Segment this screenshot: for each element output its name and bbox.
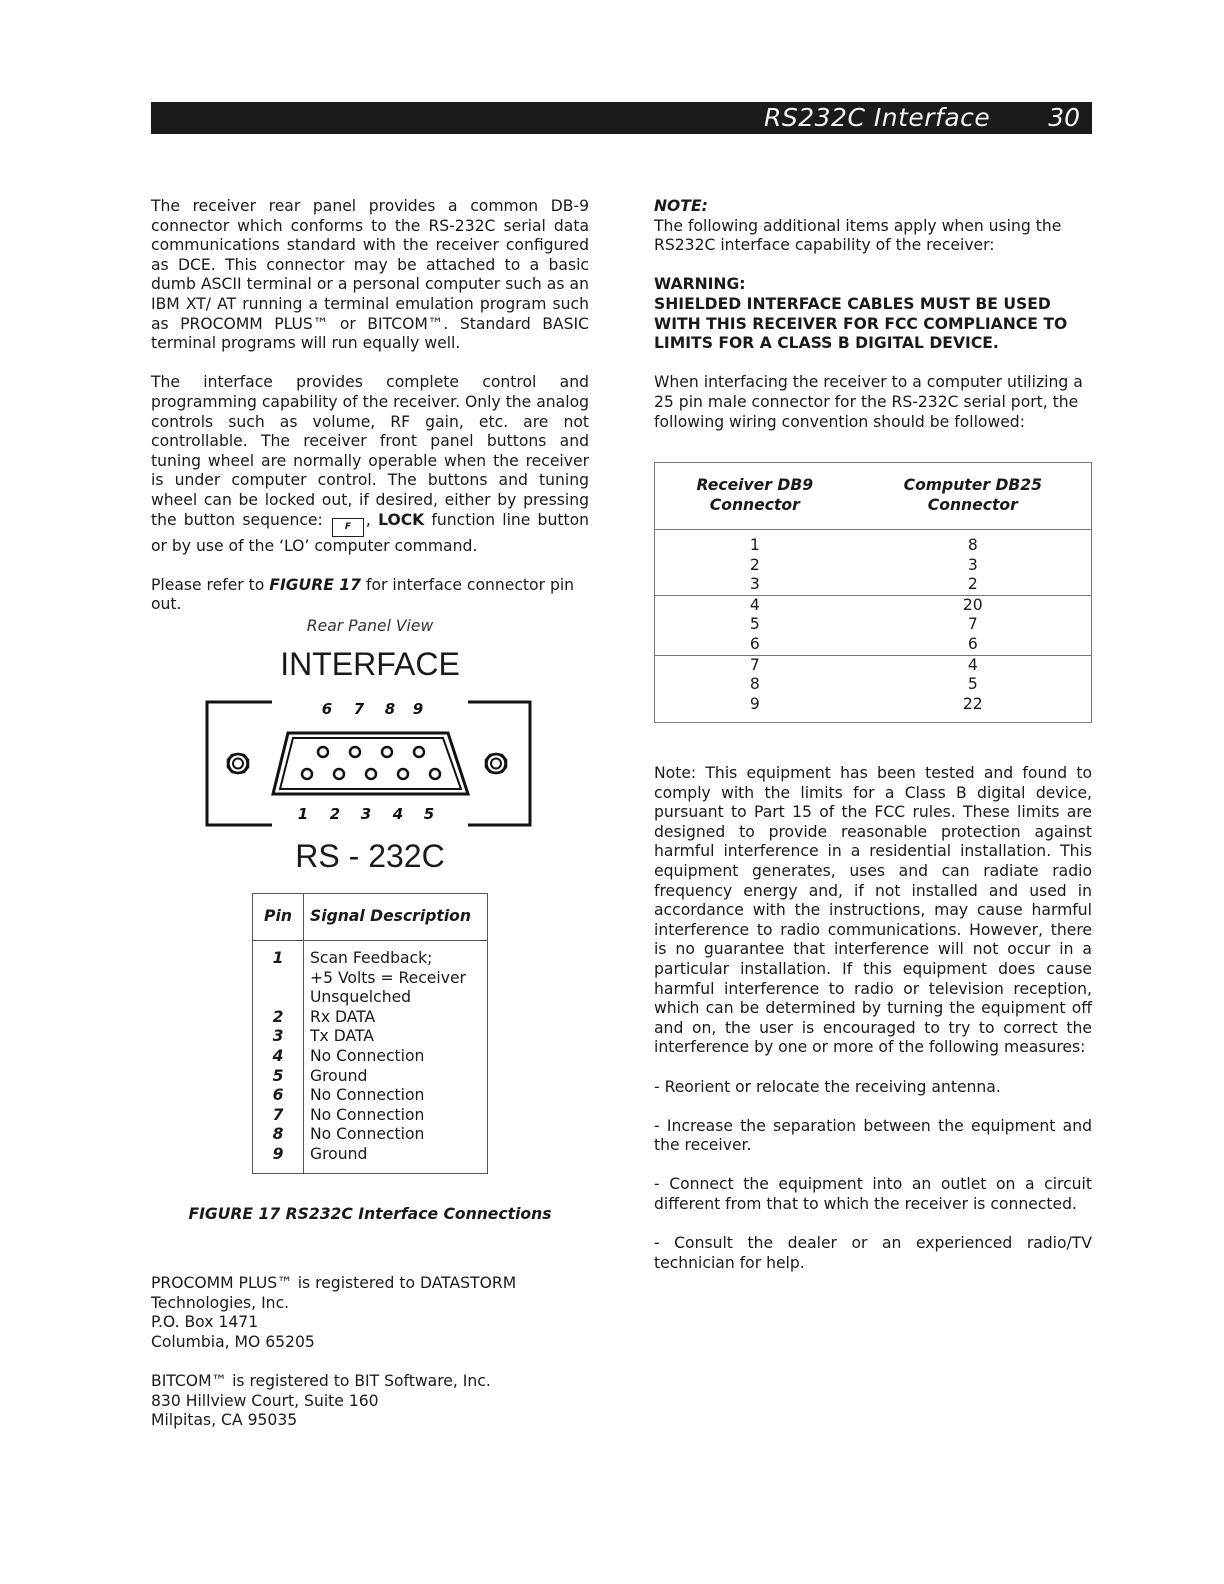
rear-panel-view-label: Rear Panel View xyxy=(306,617,434,635)
measure-item: - Connect the equipment into an outlet on a circuit different from that to which the receiver is connected. xyxy=(654,1175,1092,1214)
fcc-note-paragraph: Note: This equipment has been tested and found to comply with the limits for a Class B digital device, pursuant to Part 15 of the FCC rules. These limits are designed to provide reasonable protection against harmful interference in a residential installation. This equipment generates, uses and can radiate radio frequency energy and, if not installed and used in accordance with the instructions, may cause harmful interference to radio communications. However, there is no guarantee that interference will not occur in a particular installation. If this equipment does cause harmful interference to radio or television reception, which can be determined by turning the equipment off and on, the user is encouraged to try to correct the interference by one or more of the following measures: xyxy=(654,764,1092,1057)
signal-cell: Ground xyxy=(310,1144,368,1163)
header-line: Connector xyxy=(927,496,1018,514)
db9-pin-cell: 1 xyxy=(749,536,760,554)
pin-label-2: 2 xyxy=(329,805,341,823)
control-paragraph-end: function line button or by use of the ‘LO’ computer command. xyxy=(151,510,589,555)
pin-label-4: 4 xyxy=(392,805,404,823)
table-row xyxy=(655,655,1092,675)
table-row xyxy=(253,988,488,1008)
header-line: Receiver DB9 xyxy=(696,476,814,495)
note-heading: NOTE: xyxy=(654,197,708,215)
signal-cell: +5 Volts = Receiver xyxy=(310,968,466,987)
signal-cell: Tx DATA xyxy=(310,1027,374,1046)
interfacing-paragraph: When interfacing the receiver to a computer utilizing a 25 pin male connector for the RS-232C serial port, the following wiring convention should be followed: xyxy=(654,373,1083,431)
pin-cell: 3 xyxy=(253,1027,304,1047)
page-title: RS232C Interface xyxy=(764,103,991,132)
pin-cell xyxy=(253,969,304,989)
db9-connector-diagram xyxy=(200,692,540,832)
pin-signal-table xyxy=(252,893,488,1174)
computer-db25-header xyxy=(855,463,1092,530)
table-row xyxy=(655,615,1092,635)
measure-item: - Increase the separation between the equipment and the receiver. xyxy=(654,1116,1092,1155)
table-row xyxy=(253,941,488,969)
table-row xyxy=(253,1106,488,1126)
control-paragraph-text: The interface provides complete control and programming capability of the receiver. Only the analog controls such as volume, RF gain, etc. are not controllable. The receiver front panel buttons and tuning wheel are normally operable when the receiver is under computer control. The buttons and tuning wheel can be locked out, if desired, either by pressing the button sequence: xyxy=(151,373,590,529)
pin-cell: 4 xyxy=(253,1047,304,1067)
db9-pin-cell: 3 xyxy=(749,575,760,594)
right-mounting-screw-icon xyxy=(486,754,506,773)
db9-db25-wiring-table xyxy=(654,462,1092,723)
left-column xyxy=(151,197,589,615)
pin-label-7: 7 xyxy=(353,700,365,718)
procomm-line: P.O. Box 1471 xyxy=(151,1313,259,1332)
db25-pin-cell: 7 xyxy=(967,615,978,634)
signal-cell: No Connection xyxy=(310,1125,425,1144)
rs232c-label: RS - 232C xyxy=(295,838,445,874)
pin-cell: 1 xyxy=(253,941,304,969)
db25-pin-cell: 4 xyxy=(855,655,1092,675)
warning-text: SHIELDED INTERFACE CABLES MUST BE USED WITH THIS RECEIVER FOR FCC COMPLIANCE TO LIMITS FOR A CLASS B DIGITAL DEVICE. xyxy=(654,294,1068,353)
pin-label-3: 3 xyxy=(360,805,372,823)
table-row xyxy=(655,530,1092,556)
bitcom-line: BITCOM™ is registered to BIT Software, Inc. xyxy=(151,1371,491,1390)
db9-pin-cell: 9 xyxy=(749,694,760,713)
db25-pin-cell: 6 xyxy=(967,634,978,653)
signal-column-header: Signal Description xyxy=(304,894,488,941)
db9-pin-cell: 8 xyxy=(749,675,760,694)
db25-pin-cell: 8 xyxy=(967,536,978,554)
signal-cell: Ground xyxy=(310,1066,368,1085)
table-row xyxy=(253,1047,488,1067)
wiring-table-header-row xyxy=(655,463,1092,530)
control-paragraph xyxy=(151,373,589,556)
figure-ref-name: FIGURE 17 xyxy=(269,575,362,594)
table-row xyxy=(655,635,1092,655)
table-row xyxy=(253,1027,488,1047)
db9-pin-cell: 4 xyxy=(655,595,855,615)
bitcom-line: 830 Hillview Court, Suite 160 xyxy=(151,1391,379,1410)
pin-column-header: Pin xyxy=(253,894,304,941)
pin-label-8: 8 xyxy=(384,700,396,718)
right-column xyxy=(654,197,1092,432)
table-row xyxy=(655,675,1092,695)
procomm-line: Columbia, MO 65205 xyxy=(151,1332,315,1351)
db9-pin-cell: 2 xyxy=(749,555,760,574)
table-row xyxy=(253,1125,488,1145)
header-line: Computer DB25 xyxy=(903,476,1042,495)
pin-cell: 7 xyxy=(253,1106,304,1126)
pin-cell: 9 xyxy=(253,1145,304,1173)
fcc-section xyxy=(654,764,1092,1273)
db25-pin-cell: 3 xyxy=(967,555,978,574)
signal-cell: Unsquelched xyxy=(310,988,412,1007)
table-row xyxy=(655,595,1092,615)
note-text: The following additional items apply when using the RS232C interface capability of the receiver: xyxy=(654,216,1062,255)
pin-cell: 5 xyxy=(253,1067,304,1087)
pin-cell: 8 xyxy=(253,1125,304,1145)
lock-label: LOCK xyxy=(378,510,425,529)
signal-cell: No Connection xyxy=(310,1086,425,1105)
signal-cell: No Connection xyxy=(310,1046,425,1065)
procomm-line: PROCOMM PLUS™ is registered to DATASTORM xyxy=(151,1274,517,1292)
left-mounting-screw-icon xyxy=(228,754,248,773)
signal-cell: Scan Feedback; xyxy=(310,949,433,967)
bottom-pin-holes xyxy=(302,769,440,779)
intro-paragraph: The receiver rear panel provides a common DB-9 connector which conforms to the RS-232C serial data communications standard with the receiver configured as DCE. This connector may be attached to a basic dumb ASCII terminal or a personal computer such as an IBM XT/ AT running a terminal emulation program such as PROCOMM PLUS™ or BITCOM™. Standard BASIC terminal programs will run equally well. xyxy=(151,197,589,353)
measure-item: - Consult the dealer or an experienced radio/TV technician for help. xyxy=(654,1234,1092,1272)
table-row xyxy=(253,1008,488,1028)
bitcom-line: Milpitas, CA 95035 xyxy=(151,1411,298,1430)
page-header-bar xyxy=(151,102,1092,134)
table-row xyxy=(253,1067,488,1087)
procomm-line: Technologies, Inc. xyxy=(151,1293,290,1312)
figure-reference-paragraph xyxy=(151,576,589,615)
pin-label-5: 5 xyxy=(423,805,435,823)
table-row xyxy=(655,556,1092,576)
pin-cell: 2 xyxy=(253,1008,304,1028)
db25-pin-cell: 20 xyxy=(855,595,1092,615)
header-line: Connector xyxy=(709,496,800,514)
signal-cell: No Connection xyxy=(310,1105,425,1124)
signal-cell: Rx DATA xyxy=(310,1007,376,1026)
pin-label-9: 9 xyxy=(412,700,424,718)
key-comma: , xyxy=(365,510,371,529)
db9-pin-cell: 6 xyxy=(749,634,760,653)
pin-label-1: 1 xyxy=(297,805,309,823)
warning-heading: WARNING: xyxy=(654,275,746,294)
measure-item: - Reorient or relocate the receiving antenna. xyxy=(654,1077,1001,1096)
top-pin-holes xyxy=(318,747,424,757)
db9-pin-cell: 5 xyxy=(749,615,760,634)
receiver-db9-header xyxy=(655,463,855,530)
db25-pin-cell: 22 xyxy=(962,694,983,713)
figure-ref-lead: Please refer to xyxy=(151,575,270,594)
page-number: 30 xyxy=(1048,103,1080,132)
db9-pin-cell: 7 xyxy=(655,655,855,675)
pin-table-header-row xyxy=(253,894,488,941)
table-row xyxy=(253,969,488,989)
figure-caption: FIGURE 17 RS232C Interface Connections xyxy=(188,1205,552,1223)
f-key-icon: F xyxy=(332,518,364,537)
table-row xyxy=(655,695,1092,723)
figure-ref-tail: for interface connector pin out. xyxy=(151,575,575,614)
interface-label: INTERFACE xyxy=(280,646,460,682)
pin-cell xyxy=(253,988,304,1008)
trademark-footnotes xyxy=(151,1274,589,1431)
table-row xyxy=(253,1086,488,1106)
pin-cell: 6 xyxy=(253,1086,304,1106)
table-row xyxy=(253,1145,488,1173)
pin-label-6: 6 xyxy=(321,700,333,718)
table-row xyxy=(655,575,1092,595)
db25-pin-cell: 5 xyxy=(967,675,978,694)
db25-pin-cell: 2 xyxy=(967,575,978,594)
